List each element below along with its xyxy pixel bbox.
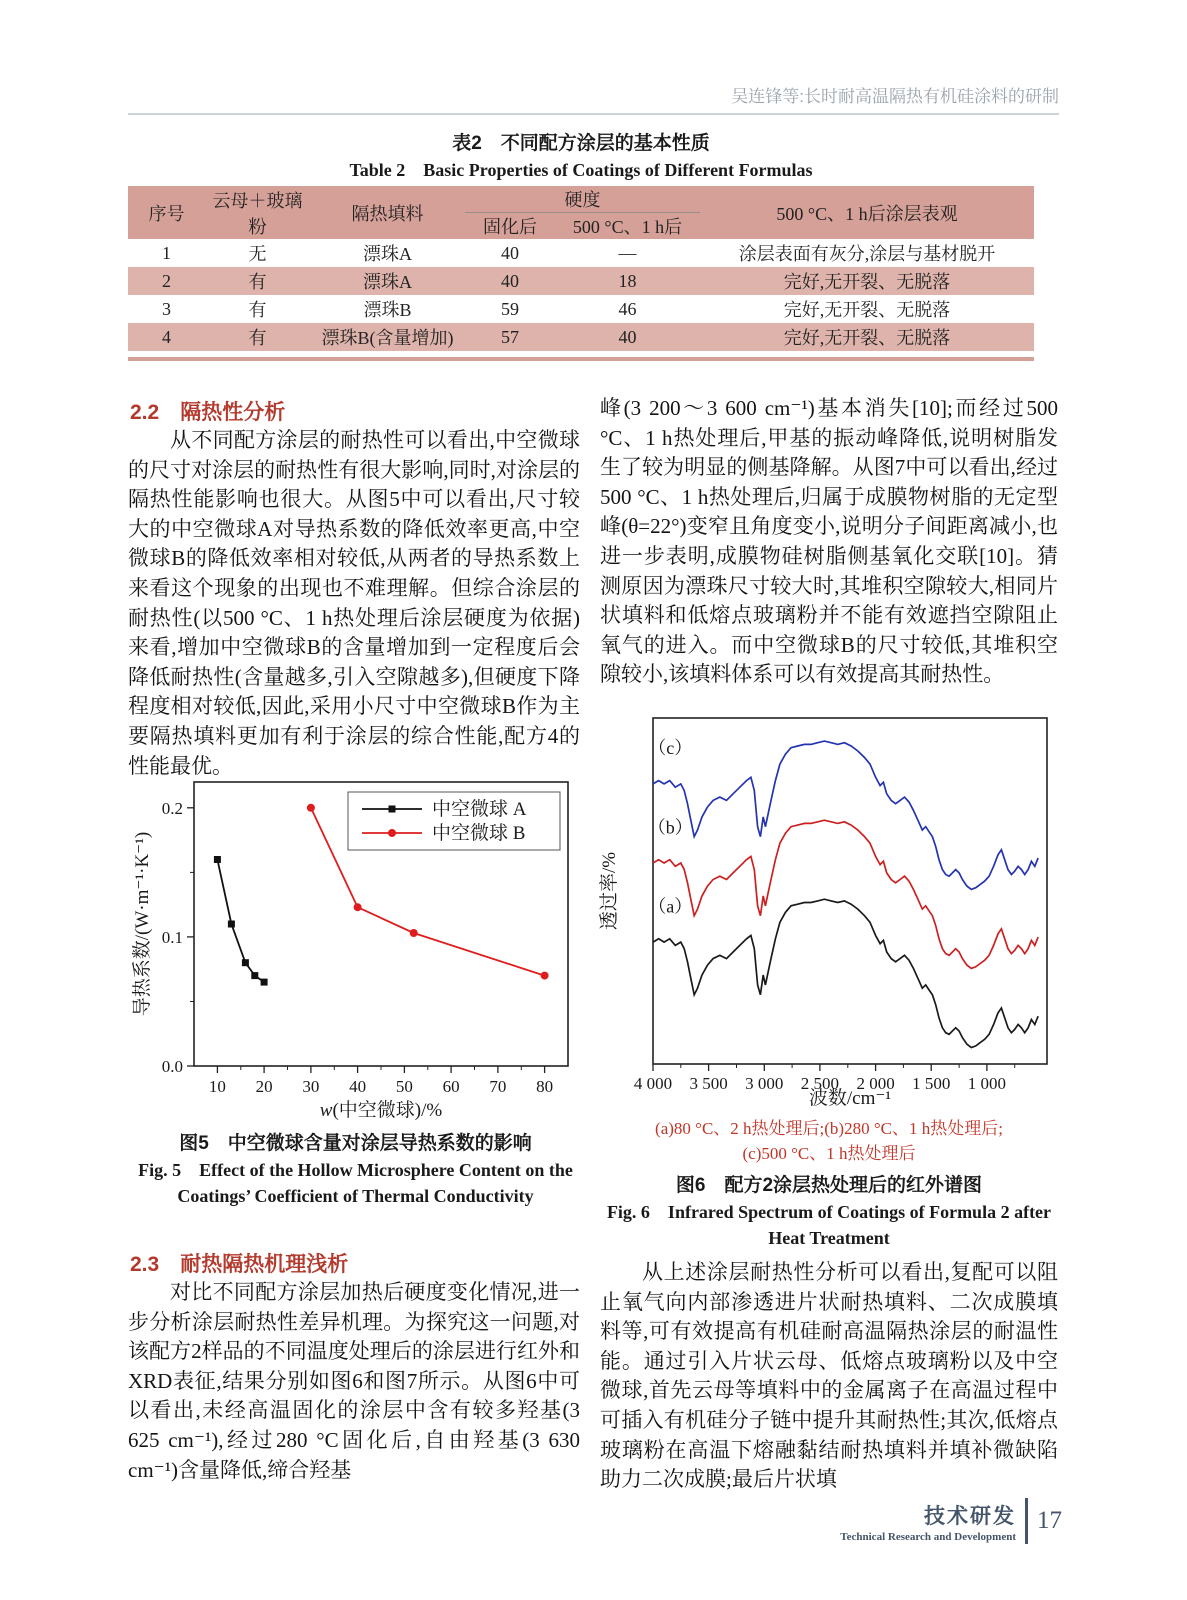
figure-6 [599,708,1061,1115]
fig6-note [598,1116,1060,1166]
cell-filler: 漂珠B(含量增加) [310,323,465,351]
svg-text:0.1: 0.1 [161,927,183,947]
svg-text:0.2: 0.2 [161,798,183,818]
section-2-2-paragraph: 从不同配方涂层的耐热性可以看出,中空微球的尺寸对涂层的耐热性有很大影响,同时,对涂层的隔热性能影响也很大。从图5中可以看出,尺寸较大的中空微球A对导热系数的降低效率更高,中空微球B的降低效率相对较低,从两者的导热系数上来看这个现象的出现也不难理解。但综合涂层的耐热性(以500 °C、1 h热处理后涂层硬度为依据)来看,增加中空微球B的含量增加到一定程度后会降低耐热性(含量越多,引入空隙越多),但硬度下降程度相对较低,因此,采用小尺寸中空微球B作为主要隔热填料更加有利于涂层的综合性能,配方4的性能最优。 [128,428,580,778]
cell-hard_cured: 59 [501,298,519,319]
cell-mica: 有 [205,323,310,351]
fig6-note-line1: (a)80 °C、2 h热处理后;(b)280 °C、1 h热处理后; [655,1119,1003,1138]
cell-appearance: 涂层表面有灰分,涂层与基材脱开 [738,244,996,264]
cell-hard_500: — [618,242,637,263]
col-header-appearance: 500 °C、1 h后涂层表观 [700,186,1034,239]
cell-appearance: 完好,无开裂、无脱落 [783,300,951,320]
col-header-filler: 隔热填料 [310,186,465,239]
cell-no: 1 [162,242,171,263]
table-row [128,239,1034,267]
svg-text:4 000: 4 000 [633,1074,673,1093]
cell-hard_500: 40 [555,323,700,351]
cell-filler: 漂珠A [363,244,412,264]
fig6-caption-en: Fig. 6 Infrared Spectrum of Coatings of Formula 2 after Heat Treatment [606,1202,1052,1248]
page-footer [840,1498,1062,1544]
header-rule [128,113,1059,115]
svg-text:2 000: 2 000 [856,1074,895,1093]
right-column-paragraph-bottom: 从上述涂层耐热性分析可以看出,复配可以阻止氧气向内部渗透进片状耐热填料、二次成膜填料等,可有效提高有机硅耐高温隔热涂层的耐温性能。通过引入片状云母、低熔点玻璃粉以及中空微球,首先云母等填料中的金属离子在高温过程中可插入有机硅分子链中提升其耐热性;其次,低熔点玻璃粉在高温下熔融黏结耐热填料并填补微缺陷助力二次成膜;最后片状填 [600,1260,1058,1492]
svg-text:80: 80 [536,1077,554,1096]
svg-text:3 000: 3 000 [745,1074,784,1093]
col-header-no: 序号 [128,186,205,239]
svg-text:导热系数/(W·m⁻¹·K⁻¹): 导热系数/(W·m⁻¹·K⁻¹) [132,831,153,1017]
footer-section-cn: 技术研发 [924,1504,1016,1528]
svg-text:30: 30 [302,1077,320,1096]
svg-text:20: 20 [255,1077,273,1096]
table-row [128,323,1034,351]
svg-text:60: 60 [442,1077,460,1096]
fig5-chart [130,766,582,1122]
cell-mica: 有 [205,267,310,295]
svg-text:1 500: 1 500 [912,1074,951,1093]
cell-mica: 无 [248,244,267,264]
footer-section [840,1500,1016,1543]
table-title-cn: 表2 不同配方涂层的基本性质 [452,133,710,154]
footer-divider [1025,1498,1028,1544]
cell-hard_500: 18 [555,267,700,295]
right-column-paragraph-top: 峰(3 200～3 600 cm⁻¹)基本消失[10];而经过500 °C、1 h热处理后,甲基的振动峰降低,说明树脂发生了较为明显的侧基降解。从图7中可以看出,经过500 °C、1 h热处理后,归属于成膜物树脂的无定型峰(θ=22°)变窄且角度变小,说明分子间距离减小,也进一步表明,成膜物硅树脂侧基氧化交联[10]。猜测原因为漂珠尺寸较大时,其堆积空隙较大,相同片状填料和低熔点玻璃粉并不能有效遮挡空隙阻止氧气的进入。而中空微球B的尺寸较低,其堆积空隙较小,该填料体系可以有效提高其耐热性。 [600,396,1058,687]
col-header-cured: 固化后 [465,213,555,240]
cell-filler: 漂珠B [363,300,412,320]
svg-text:透过率/%: 透过率/% [599,851,620,931]
section-2-2-heading: 2.2 隔热性分析 [130,401,286,424]
footer-section-en: Technical Research and Development [840,1530,1016,1543]
col-header-hardness: 硬度 [465,186,700,213]
page-number: 17 [1037,1507,1062,1534]
cell-hard_cured: 57 [465,323,555,351]
section-2-3-paragraph: 对比不同配方涂层加热后硬度变化情况,进一步分析涂层耐热性差异机理。为探究这一问题,对该配方2样品的不同温度处理后的涂层进行红外和XRD表征,结果分别如图6和图7所示。从图6中可以看出,未经高温固化的涂层中含有较多羟基(3 625 cm⁻¹),经过280 °C固化后,自由羟基(3 630 cm⁻¹)含量降低,缔合羟基 [128,1280,580,1482]
cell-appearance: 完好,无开裂、无脱落 [700,323,1034,351]
cell-filler: 漂珠A [310,267,465,295]
table-body [128,239,1034,351]
fig5-caption-cn: 图5 中空微球含量对涂层导热系数的影响 [179,1133,532,1154]
svg-text:中空微球 B: 中空微球 B [432,823,526,844]
col-header-after500: 500 °C、1 h后 [555,213,700,240]
figure-5 [130,766,582,1127]
cell-hard_cured: 40 [501,242,519,263]
section-2-3-heading: 2.3 耐热隔热机理浅析 [130,1253,349,1276]
running-head: 吴连锋等:长时耐高温隔热有机硅涂料的研制 [731,87,1059,106]
table-title-en: Table 2 Basic Properties of Coatings of Different Formulas [349,160,813,180]
svg-text:0.0: 0.0 [161,1057,183,1076]
cell-hard_cured: 40 [465,267,555,295]
table-row [128,267,1034,295]
fig6-chart [599,708,1061,1110]
col-header-mica: 云母＋玻璃粉 [205,186,310,239]
svg-text:（c）: （c） [648,738,693,759]
fig6-note-line2: (c)500 °C、1 h热处理后 [742,1144,916,1163]
fig5-caption-en: Fig. 5 Effect of the Hollow Microsphere Content on the Coatings’ Coefficient of Thermal Conductivity [138,1160,573,1206]
cell-appearance: 完好,无开裂、无脱落 [700,267,1034,295]
cell-no: 4 [128,323,205,351]
svg-text:w(中空微球)/%: w(中空微球)/% [319,1100,443,1121]
svg-text:1 000: 1 000 [967,1074,1007,1093]
cell-no: 2 [128,267,205,295]
svg-text:（a）: （a） [648,896,693,917]
svg-text:50: 50 [395,1077,413,1096]
cell-mica: 有 [248,300,267,320]
svg-text:10: 10 [208,1077,226,1096]
table-header-row-1 [128,186,1034,213]
svg-text:3 500: 3 500 [689,1074,728,1093]
svg-text:70: 70 [489,1077,507,1096]
svg-text:（b）: （b） [647,817,693,838]
svg-text:2 500: 2 500 [800,1074,840,1093]
table2 [128,186,1034,351]
svg-text:波数/cm⁻¹: 波数/cm⁻¹ [808,1088,892,1109]
cell-no: 3 [162,298,171,319]
table-row [128,295,1034,323]
svg-text:40: 40 [349,1077,367,1096]
svg-text:中空微球 A: 中空微球 A [432,799,527,820]
fig6-caption-cn: 图6 配方2涂层热处理后的红外谱图 [675,1175,983,1196]
cell-hard_500: 46 [618,298,637,319]
table-bottom-rule [128,357,1034,361]
